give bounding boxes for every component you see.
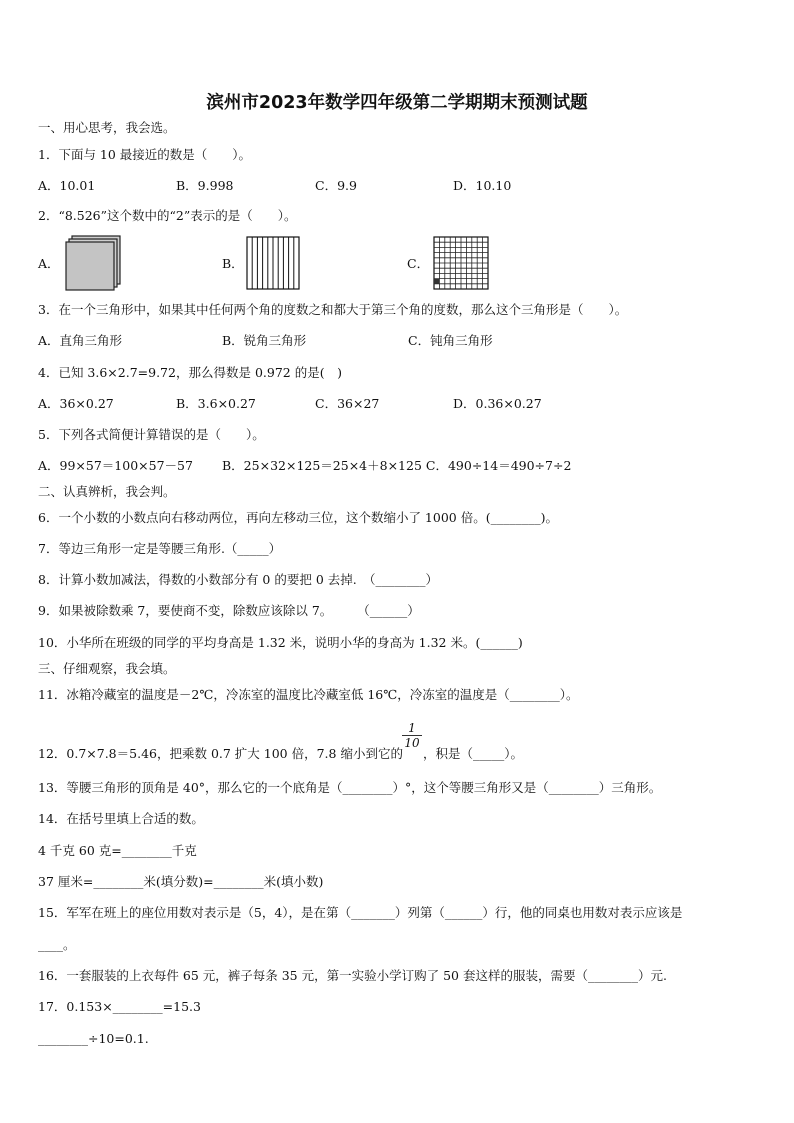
- striped-square-figure: [246, 236, 300, 294]
- fraction-one-tenth: [402, 721, 422, 750]
- q15-continuation: ____。: [38, 937, 76, 952]
- question-15: 15．军军在班上的座位用数对表示是（5，4），是在第（_______）列第（______）行，他的同桌也用数对表示应该是: [38, 905, 683, 920]
- question-11: 11．冰箱冷藏室的温度是－2℃，冷冻室的温度比冷藏室低 16℃，冷冻室的温度是（________）。: [38, 687, 579, 702]
- q5-option-b-c: B．25×32×125＝25×4＋8×125 C．490÷14＝490÷7÷2: [222, 458, 572, 473]
- question-10: 10．小华所在班级的同学的平均身高是 1.32 米，说明小华的身高为 1.32 米。(______): [38, 635, 523, 650]
- question-1: 1．下面与 10 最接近的数是（ ）。: [38, 147, 252, 162]
- q1-option-a: A．10.01: [38, 178, 96, 193]
- q3-option-c: C．钝角三角形: [408, 333, 493, 348]
- q2-option-c: C．: [407, 256, 430, 271]
- section-heading-2: 二、认真辨析，我会判。: [38, 484, 176, 499]
- q1-option-d: D．10.10: [453, 178, 512, 193]
- question-14: 14．在括号里填上合适的数。: [38, 811, 204, 826]
- q5-option-a: A．99×57＝100×57－57: [38, 458, 193, 473]
- question-13: 13．等腰三角形的顶角是 40°，那么它的一个底角是（________）°，这个等腰三角形又是（________）三角形。: [38, 780, 662, 795]
- question-9: 9．如果被除数乘 7，要使商不变，除数应该除以 7。 （______）: [38, 603, 420, 618]
- q2-option-a: A．: [38, 256, 60, 271]
- question-16: 16．一套服装的上衣每件 65 元，裤子每条 35 元，第一实验小学订购了 50 套这样的服装，需要（________）元.: [38, 968, 667, 983]
- question-7: 7．等边三角形一定是等腰三角形.（_____）: [38, 541, 282, 556]
- question-8: 8．计算小数加减法，得数的小数部分有 0 的要把 0 去掉. （________）: [38, 572, 438, 587]
- q4-option-c: C．36×27: [315, 396, 380, 411]
- question-17: 17．0.153×________=15.3: [38, 999, 201, 1014]
- q3-option-b: B．锐角三角形: [222, 333, 307, 348]
- section-heading-3: 三、仔细观察，我会填。: [38, 661, 176, 676]
- q2-option-b: B．: [222, 256, 244, 271]
- grid-square-figure: [433, 236, 489, 294]
- question-5: 5．下列各式简便计算错误的是（ ）。: [38, 427, 265, 442]
- q14-line-2: 37 厘米=________米(填分数)=________米(填小数): [38, 874, 324, 889]
- fraction-denominator: 10: [404, 736, 420, 750]
- q17-line-2: ________÷10=0.1.: [38, 1031, 149, 1046]
- q3-option-a: A．直角三角形: [38, 333, 123, 348]
- question-12: [38, 745, 523, 763]
- question-6: 6．一个小数的小数点向右移动两位，再向左移动三位，这个数缩小了 1000 倍。(________)。: [38, 510, 558, 525]
- question-2: 2．“8.526”这个数中的“2”表示的是（ ）。: [38, 208, 297, 223]
- q4-option-a: A．36×0.27: [38, 396, 114, 411]
- q4-option-b: B．3.6×0.27: [176, 396, 256, 411]
- q4-option-d: D．0.36×0.27: [453, 396, 542, 411]
- section-heading-1: 一、用心思考，我会选。: [38, 120, 176, 135]
- shaded-square-figure: [64, 235, 122, 295]
- q12-text-b: ，积是（_____）。: [422, 746, 523, 761]
- fraction-numerator: 1: [402, 721, 422, 736]
- q12-text-a: 12．0.7×7.8＝5.46，把乘数 0.7 扩大 100 倍，7.8 缩小到它的: [38, 746, 403, 761]
- question-4: 4．已知 3.6×2.7=9.72，那么得数是 0.972 的是( ): [38, 365, 342, 380]
- q1-option-c: C．9.9: [315, 178, 357, 193]
- q14-line-1: 4 千克 60 克=________千克: [38, 843, 197, 858]
- question-3: 3．在一个三角形中，如果其中任何两个角的度数之和都大于第三个角的度数，那么这个三角形是（ ）。: [38, 302, 628, 317]
- page-title: 滨州市2023年数学四年级第二学期期末预测试题: [206, 93, 588, 113]
- q1-option-b: B．9.998: [176, 178, 234, 193]
